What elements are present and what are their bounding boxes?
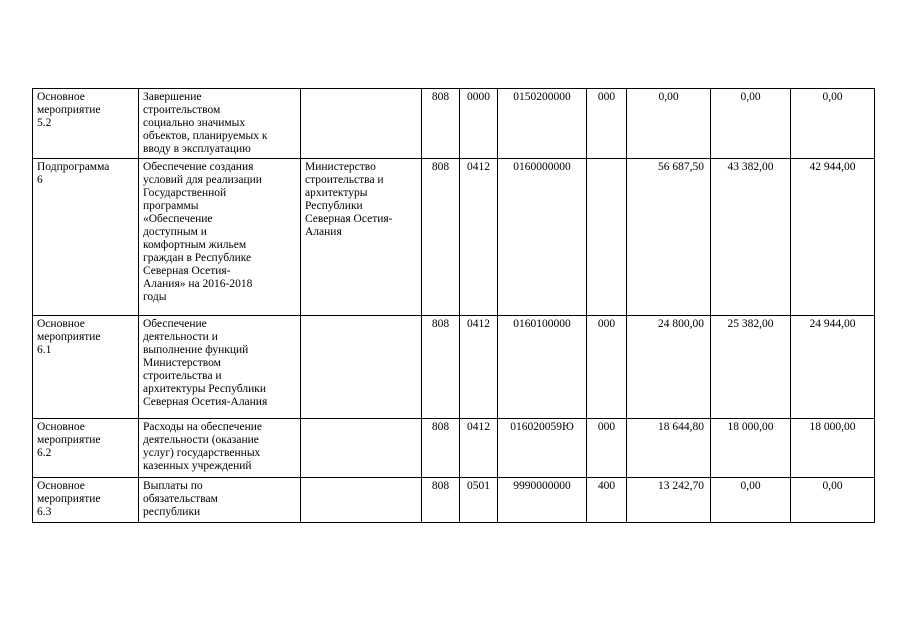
row-type-text: Подпрограмма	[37, 161, 110, 173]
row-type-text: Основное	[37, 480, 85, 492]
row-type-text: 5.2	[37, 117, 52, 129]
amount-2017-cell: 43 382,00	[711, 159, 791, 316]
row-name-text: строительством	[143, 104, 221, 116]
row-name-text: выполнение функций	[143, 344, 249, 356]
vr-cell	[587, 159, 627, 316]
row-name-text: годы	[143, 291, 167, 303]
row-name-text: объектов, планируемых к	[143, 130, 268, 142]
row-type-text: мероприятие	[37, 331, 101, 343]
table-row	[33, 316, 875, 419]
rzpr-cell: 0501	[460, 478, 498, 523]
row-name-text: казенных учреждений	[143, 460, 252, 472]
row-executor-text: Северная Осетия-	[305, 213, 393, 225]
row-type-cell	[33, 478, 139, 523]
row-executor-cell	[301, 89, 422, 159]
row-name-cell	[139, 478, 301, 523]
amount-2018-cell: 42 944,00	[791, 159, 875, 316]
csr-cell: 9990000000	[498, 478, 587, 523]
row-type-text: 6.2	[37, 447, 52, 459]
rzpr-cell: 0412	[460, 159, 498, 316]
table-row	[33, 478, 875, 523]
row-type-cell	[33, 419, 139, 478]
row-name-text: деятельности (оказание	[143, 434, 259, 446]
row-name-text: строительства и	[143, 370, 222, 382]
row-executor-text: строительства и	[305, 174, 384, 186]
row-type-cell	[33, 89, 139, 159]
grbs-cell: 808	[422, 478, 460, 523]
row-name-text: доступным и	[143, 226, 207, 238]
row-type-text: 6.1	[37, 344, 52, 356]
amount-2017-cell: 0,00	[711, 89, 791, 159]
vr-cell: 000	[587, 89, 627, 159]
row-name-text: вводу в эксплуатацию	[143, 143, 251, 155]
row-name-text: Завершение	[143, 91, 202, 103]
row-type-text: Основное	[37, 91, 85, 103]
row-type-text: 6.3	[37, 506, 52, 518]
row-name-text: Министерством	[143, 357, 221, 369]
amount-2017-cell: 0,00	[711, 478, 791, 523]
csr-cell: 0160000000	[498, 159, 587, 316]
grbs-cell: 808	[422, 89, 460, 159]
row-executor-cell	[301, 419, 422, 478]
row-name-text: Обеспечение создания	[143, 161, 254, 173]
row-name-cell	[139, 89, 301, 159]
row-name-text: «Обеспечение	[143, 213, 213, 225]
row-executor-cell	[301, 159, 422, 316]
amount-2018-cell: 0,00	[791, 478, 875, 523]
amount-2017-cell: 25 382,00	[711, 316, 791, 419]
row-name-text: граждан в Республике	[143, 252, 252, 264]
row-name-text: обязательствам	[143, 493, 218, 505]
row-name-text: Северная Осетия-	[143, 265, 231, 277]
row-type-cell	[33, 316, 139, 419]
amount-2016-cell: 13 242,70	[627, 478, 711, 523]
row-name-text: программы	[143, 200, 199, 212]
csr-cell: 0160100000	[498, 316, 587, 419]
row-name-text: республики	[143, 506, 201, 518]
row-name-text: Северная Осетия-Алания	[143, 396, 268, 408]
row-name-text: условий для реализации	[143, 174, 262, 186]
row-name-cell	[139, 419, 301, 478]
row-executor-cell	[301, 316, 422, 419]
amount-2016-cell: 18 644,80	[627, 419, 711, 478]
row-name-cell	[139, 159, 301, 316]
table-row	[33, 419, 875, 478]
amount-2016-cell: 24 800,00	[627, 316, 711, 419]
csr-cell: 016020059Ю	[498, 419, 587, 478]
row-name-text: услуг) государственных	[143, 447, 261, 459]
row-name-text: деятельности и	[143, 331, 218, 343]
vr-cell: 400	[587, 478, 627, 523]
rzpr-cell: 0000	[460, 89, 498, 159]
rzpr-cell: 0412	[460, 316, 498, 419]
amount-2018-cell: 18 000,00	[791, 419, 875, 478]
row-type-cell	[33, 159, 139, 316]
csr-cell: 0150200000	[498, 89, 587, 159]
row-type-text: мероприятие	[37, 434, 101, 446]
budget-table	[32, 88, 875, 523]
row-type-text: мероприятие	[37, 493, 101, 505]
row-name-text: Расходы на обеспечение	[143, 421, 262, 433]
table-row	[33, 89, 875, 159]
vr-cell: 000	[587, 316, 627, 419]
rzpr-cell: 0412	[460, 419, 498, 478]
row-executor-text: Алания	[305, 226, 342, 238]
row-type-text: 6	[37, 174, 43, 186]
row-executor-cell	[301, 478, 422, 523]
amount-2016-cell: 56 687,50	[627, 159, 711, 316]
row-name-text: Выплаты по	[143, 480, 203, 492]
grbs-cell: 808	[422, 159, 460, 316]
grbs-cell: 808	[422, 316, 460, 419]
amount-2018-cell: 0,00	[791, 89, 875, 159]
row-name-text: Алания» на 2016-2018	[143, 278, 253, 290]
row-name-text: комфортным жильем	[143, 239, 247, 251]
vr-cell: 000	[587, 419, 627, 478]
row-executor-text: Республики	[305, 200, 363, 212]
amount-2018-cell: 24 944,00	[791, 316, 875, 419]
row-name-text: Обеспечение	[143, 318, 207, 330]
row-name-text: архитектуры Республики	[143, 383, 266, 395]
row-name-text: социально значимых	[143, 117, 246, 129]
row-executor-text: Министерство	[305, 161, 376, 173]
row-type-text: Основное	[37, 421, 85, 433]
row-executor-text: архитектуры	[305, 187, 368, 199]
amount-2016-cell: 0,00	[627, 89, 711, 159]
row-name-cell	[139, 316, 301, 419]
grbs-cell: 808	[422, 419, 460, 478]
amount-2017-cell: 18 000,00	[711, 419, 791, 478]
row-type-text: Основное	[37, 318, 85, 330]
table-row	[33, 159, 875, 316]
row-name-text: Государственной	[143, 187, 227, 199]
row-type-text: мероприятие	[37, 104, 101, 116]
